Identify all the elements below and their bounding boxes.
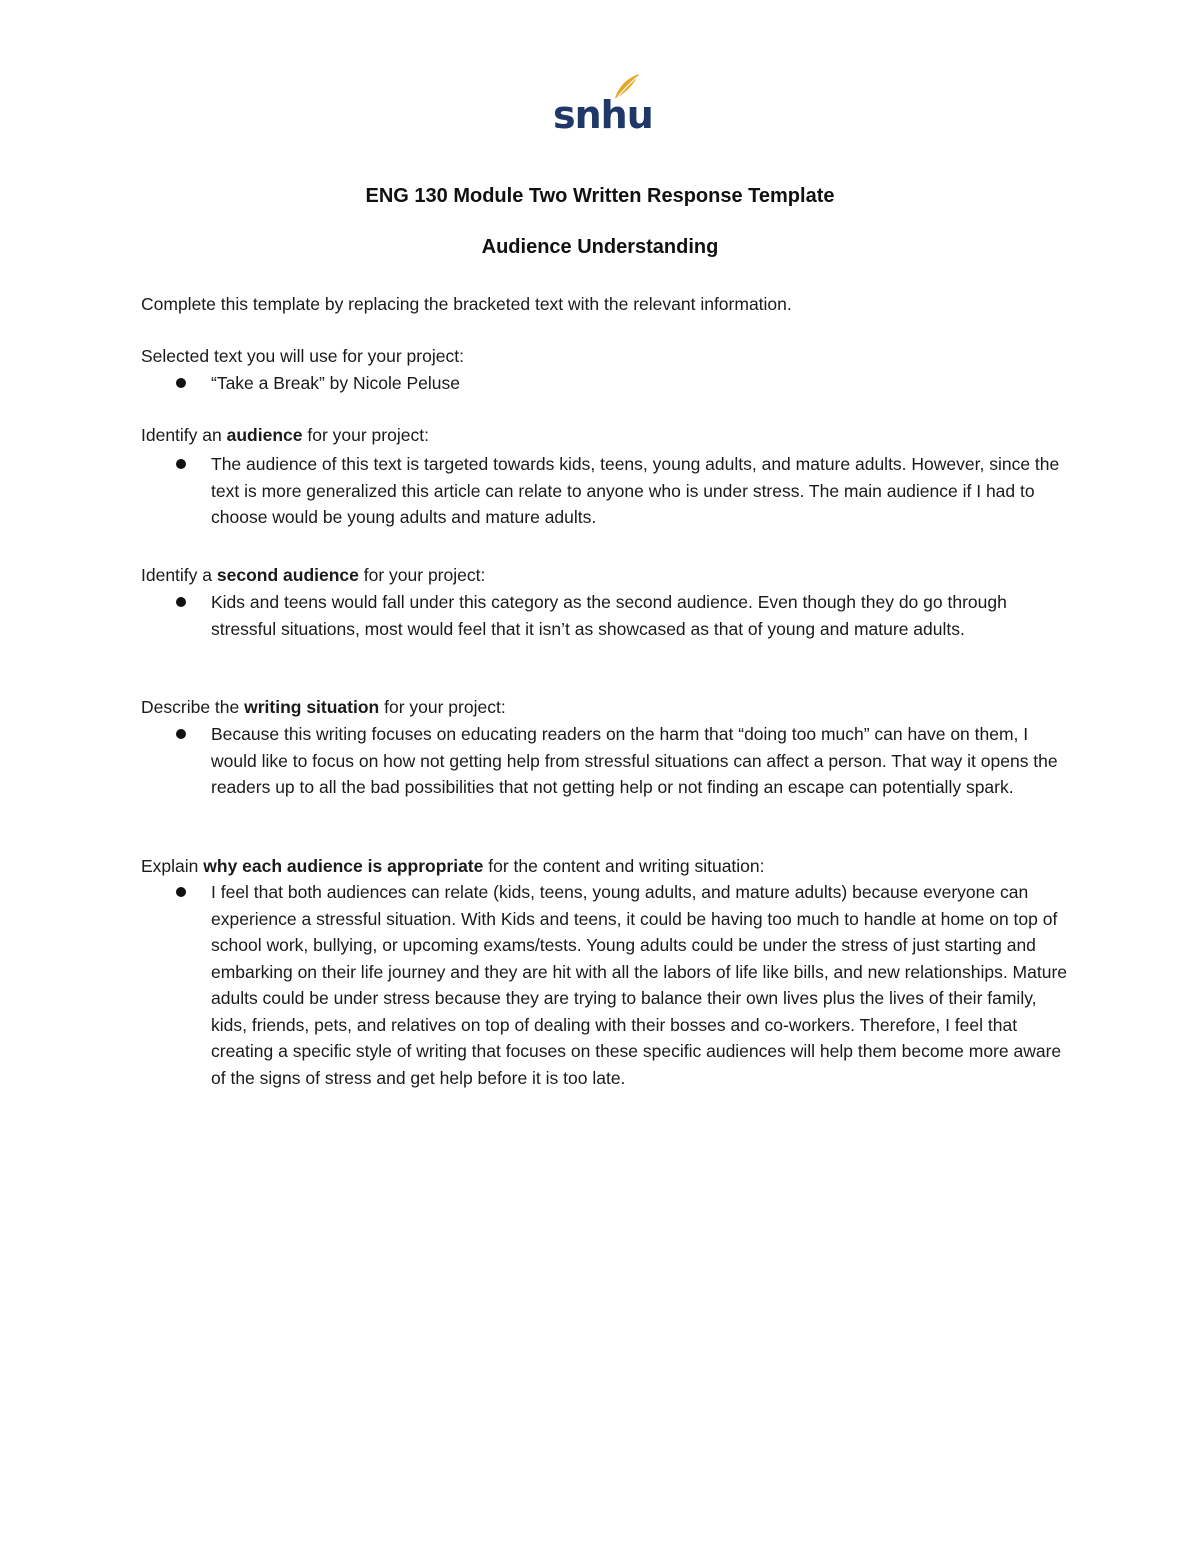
answer-second-audience: Kids and teens would fall under this category as the second audience. Even though they do go through stressful situations, most would feel that it isn’t as showcased as that of young and mature adults. (211, 592, 1007, 639)
bullet-dot (176, 887, 186, 897)
bullet-dot (176, 597, 186, 607)
prompt-keyword: audience (226, 425, 303, 445)
prompt-audience (141, 422, 1081, 449)
answer-selected-text: “Take a Break” by Nicole Peluse (211, 373, 460, 393)
snhu-logo (553, 72, 653, 137)
bullet-dot (176, 378, 186, 388)
prompt-selected-text (141, 343, 1081, 370)
prompt-text: for your project: (379, 697, 506, 717)
instructions: Complete this template by replacing the bracketed text with the relevant information. (141, 294, 792, 314)
prompt-text: for the content and writing situation: (483, 856, 765, 876)
answer-writing-situation: Because this writing focuses on educating readers on the harm that “doing too much” can have on them, I would like to focus on how not getting help from stressful situations can affect a person. That way it opens the readers up to all the bad possibilities that not getting help or not finding an escape can potentially spark. (211, 724, 1058, 797)
bullet-dot (176, 459, 186, 469)
prompt-second-audience (141, 562, 1081, 589)
prompt-text: Explain (141, 856, 204, 876)
logo-text: snhu (553, 93, 653, 137)
page-subtitle: Audience Understanding (481, 236, 719, 258)
page-title: ENG 130 Module Two Written Response Template (365, 185, 835, 207)
bullet-dot (176, 729, 186, 739)
prompt-keyword: writing situation (244, 697, 380, 717)
prompt-text: Selected text you will use for your project: (141, 346, 464, 366)
answer-audience-appropriate: I feel that both audiences can relate (kids, teens, young adults, and mature adults) because everyone can experience a stressful situation. With Kids and teens, it could be having too much to handle at home on top of school work, bullying, or upcoming exams/tests. Young adults could be under the stress of just starting and embarking on their life journey and they are hit with all the labors of life like bills, and new relationships. Mature adults could be under stress because they are trying to balance their own lives plus the lives of their family, kids, friends, pets, and relatives on top of dealing with their bosses and co-workers. Therefore, I feel that creating a specific style of writing that focuses on these specific audiences will help them become more aware of the signs of stress and get help before it is too late. (211, 882, 1068, 1088)
prompt-text: Identify a (141, 565, 217, 585)
prompt-writing-situation (141, 694, 1081, 721)
prompt-keyword: second audience (216, 565, 359, 585)
prompt-audience-appropriate (141, 853, 1081, 880)
prompt-text: for your project: (302, 425, 429, 445)
prompt-text: Identify an (141, 425, 227, 445)
prompt-keyword: why each audience is appropriate (203, 856, 484, 876)
prompt-text: Describe the (141, 697, 245, 717)
prompt-text: for your project: (358, 565, 486, 585)
answer-audience: The audience of this text is targeted towards kids, teens, young adults, and mature adults. However, since the text is more generalized this article can relate to anyone who is under stress. The main audience if I had to choose would be young adults and mature adults. (211, 454, 1060, 527)
